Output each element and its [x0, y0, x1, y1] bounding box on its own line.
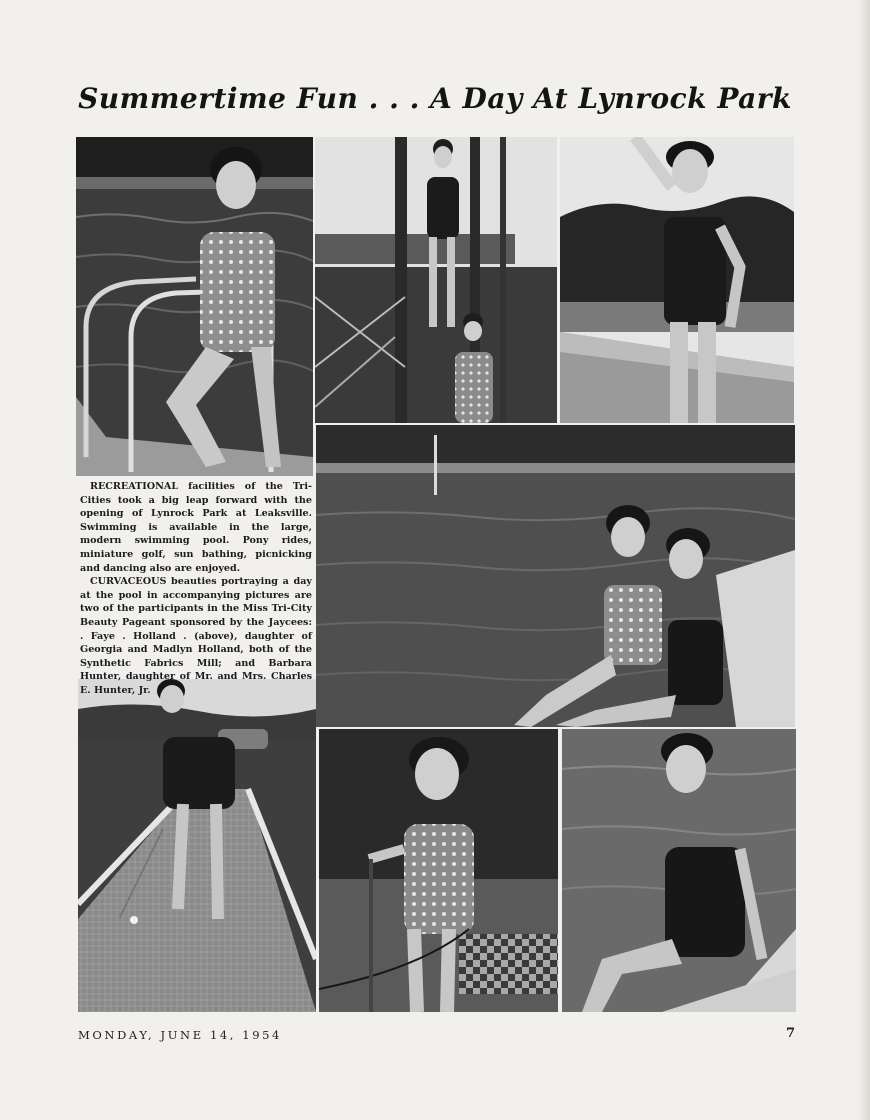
photo-pool-edge — [562, 729, 796, 1012]
photo-waving — [560, 137, 794, 423]
footer-date: MONDAY, JUNE 14, 1954 — [78, 1028, 282, 1042]
photo-miniature-golf — [78, 679, 316, 1012]
page-edge — [858, 0, 870, 1120]
article-caption — [80, 480, 312, 698]
photo-diving-tower — [315, 137, 557, 423]
photo-pool-ladder — [76, 137, 313, 476]
page-number: 7 — [786, 1026, 796, 1041]
caption-paragraph-curvaceous: CURVACEOUS beauties portraying a day at the pool in accompanying pictures are two of the participants in the Miss Tri-City Beauty Pageant sponsored by the Jaycees: . Faye . Holland . (above), daughter of Georgia and Madlyn Holland, both of the Synthetic Fabrics Mill; and Barbara Hunter, daughter of Mr. and Mrs. Charles E. Hunter, Jr. — [80, 576, 312, 696]
caption-paragraph-recreational: RECREATIONAL facilities of the Tri-Cities took a big leap forward with the opening of Lynrock Park at Leaksville. Swimming is available in the large, modern swimming pool. Pony rides, miniature golf, sun bathing, picnicking and dancing also are enjoyed. — [80, 481, 312, 574]
page-title: Summertime Fun . . . A Day At Lynrock Park — [78, 82, 792, 115]
photo-poolside-pair — [316, 425, 795, 727]
photo-pony-reins — [319, 729, 558, 1012]
